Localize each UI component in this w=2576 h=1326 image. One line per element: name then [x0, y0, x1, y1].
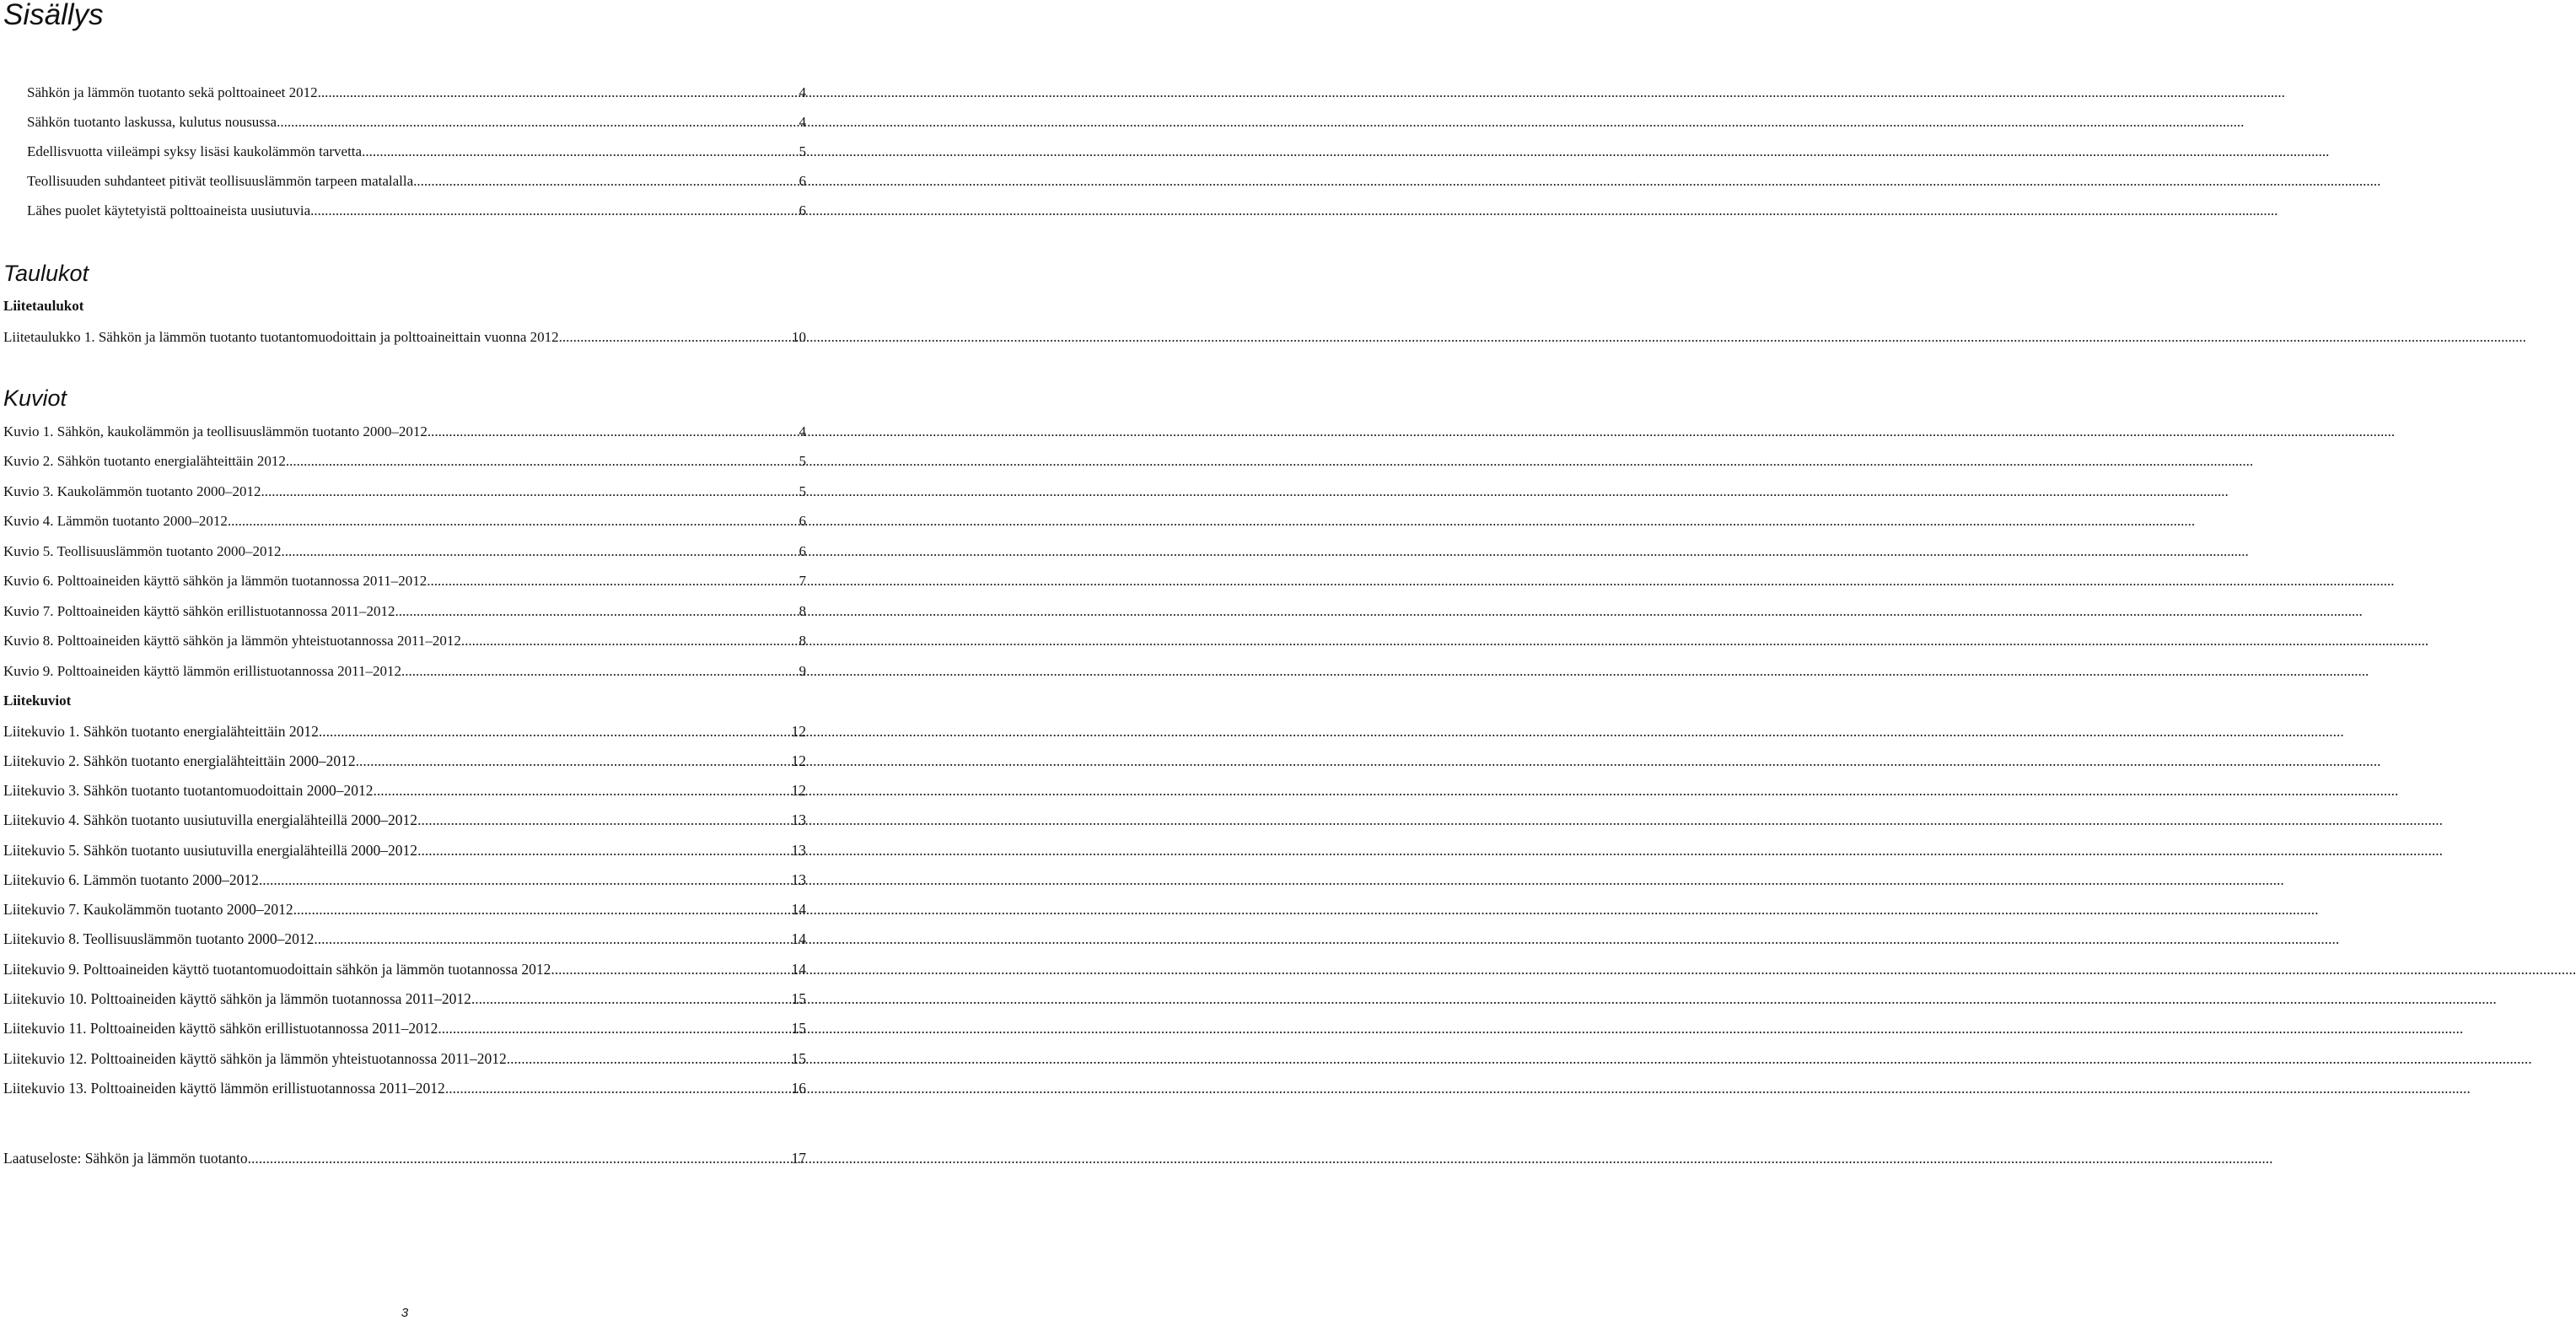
toc-entry-text: Edellisvuotta viileämpi syksy lisäsi kaukolämmön tarvetta	[27, 143, 363, 159]
dot-leader	[428, 423, 799, 441]
toc-entry[interactable]	[27, 202, 806, 220]
toc-entry-text: Liitekuvio 1. Sähkön tuotanto energialähteittäin 2012	[3, 723, 319, 740]
dot-leader	[559, 328, 792, 347]
toc-entry-text: Kuvio 5. Teollisuuslämmön tuotanto 2000–2012	[3, 543, 282, 559]
toc-entry-text: Liitekuvio 13. Polttoaineiden käyttö lämmön erillistuotannossa 2011–2012	[3, 1080, 445, 1097]
toc-entry-text: Kuvio 1. Sähkön, kaukolämmön ja teollisuuslämmön tuotanto 2000–2012	[3, 423, 428, 439]
dot-leader	[395, 602, 799, 621]
toc-entry[interactable]	[3, 452, 806, 471]
toc-entry[interactable]	[3, 1019, 806, 1038]
toc-entry-page: 14	[791, 901, 806, 918]
toc-entry-quality[interactable]	[3, 1149, 806, 1167]
toc-entry-text: Liitekuvio 6. Lämmön tuotanto 2000–2012	[3, 871, 259, 888]
toc-entry-text: Kuvio 4. Lämmön tuotanto 2000–2012	[3, 513, 228, 529]
toc-entry-page: 6	[799, 173, 806, 189]
page-number: 3	[401, 1306, 409, 1320]
figures-heading: Kuviot	[3, 385, 67, 411]
dot-leader	[507, 1049, 792, 1068]
dot-leader	[286, 452, 799, 471]
dot-leader	[314, 930, 791, 948]
toc-entry-text: Liitekuvio 10. Polttoaineiden käyttö sähkön ja lämmön tuotannossa 2011–2012	[3, 990, 471, 1007]
dot-leader	[228, 512, 799, 531]
toc-entry-text: Lähes puolet käytetyistä polttoaineista uusiutuvia	[27, 202, 311, 218]
toc-entry[interactable]	[3, 811, 806, 829]
toc-entry-text: Sähkön ja lämmön tuotanto sekä polttoaineet 2012	[27, 84, 318, 100]
toc-entry[interactable]	[3, 328, 806, 347]
toc-entry[interactable]	[3, 930, 806, 948]
toc-entry-page: 6	[799, 513, 806, 529]
toc-entry[interactable]	[3, 989, 806, 1008]
toc-entry[interactable]	[3, 423, 806, 441]
dot-leader	[417, 811, 791, 829]
toc-entry-page: 7	[799, 573, 806, 589]
dot-leader	[417, 841, 791, 860]
toc-entry-text: Liitekuvio 11. Polttoaineiden käyttö sähkön erillistuotannossa 2011–2012	[3, 1020, 438, 1037]
toc-entry[interactable]	[3, 871, 806, 889]
dot-leader	[356, 752, 792, 770]
toc-entry-page: 8	[799, 603, 806, 619]
toc-entry-page: 5	[799, 483, 806, 499]
dot-leader	[248, 1149, 792, 1167]
toc-entry[interactable]	[3, 1049, 806, 1068]
dot-leader	[293, 900, 792, 919]
toc-entry-page: 12	[791, 752, 806, 769]
toc-entry-page: 15	[791, 1050, 806, 1067]
page-title: Sisällys	[3, 0, 104, 31]
dot-leader	[259, 871, 792, 889]
toc-entry[interactable]	[3, 572, 806, 590]
appendix-figures-heading: Liitekuviot	[3, 693, 72, 709]
toc-entry-page: 9	[799, 663, 806, 679]
dot-leader	[401, 662, 799, 681]
toc-entry[interactable]	[27, 172, 806, 191]
toc-entry[interactable]	[3, 752, 806, 770]
toc-entry-text: Sähkön tuotanto laskussa, kulutus nousussa	[27, 114, 277, 130]
toc-entry-page: 12	[791, 782, 806, 799]
dot-leader	[461, 632, 799, 650]
dot-leader	[277, 113, 799, 132]
dot-leader	[471, 989, 792, 1008]
tables-heading: Taulukot	[3, 261, 89, 286]
appendix-tables-heading: Liitetaulukot	[3, 298, 84, 314]
toc-entry[interactable]	[3, 512, 806, 531]
toc-entry-text: Liitekuvio 12. Polttoaineiden käyttö sähkön ja lämmön yhteistuotannossa 2011–2012	[3, 1050, 507, 1067]
toc-entry[interactable]	[3, 781, 806, 800]
toc-entry-page: 5	[799, 453, 806, 469]
toc-entry-text: Liitekuvio 2. Sähkön tuotanto energialähteittäin 2000–2012	[3, 752, 356, 769]
toc-entry[interactable]	[27, 84, 806, 102]
toc-entry-page: 5	[799, 143, 806, 159]
toc-entry-text: Kuvio 7. Polttoaineiden käyttö sähkön erillistuotannossa 2011–2012	[3, 603, 395, 619]
toc-entry-text: Liitekuvio 4. Sähkön tuotanto uusiutuvilla energialähteillä 2000–2012	[3, 811, 418, 828]
toc-entry[interactable]	[3, 542, 806, 561]
toc-entry[interactable]	[3, 602, 806, 621]
toc-entry[interactable]	[3, 960, 806, 978]
dot-leader	[282, 542, 799, 561]
toc-entry-text: Liitetaulukko 1. Sähkön ja lämmön tuotanto tuotantomuodoittain ja polttoaineittain vuonna 2012	[3, 329, 559, 345]
toc-entry-text: Kuvio 2. Sähkön tuotanto energialähteittäin 2012	[3, 453, 286, 469]
toc-entry-page: 4	[799, 84, 806, 100]
toc-entry-page: 16	[791, 1080, 806, 1097]
dot-leader	[427, 572, 799, 590]
dot-leader	[551, 960, 791, 978]
toc-entry[interactable]	[3, 1079, 806, 1097]
toc-entry-page: 4	[799, 114, 806, 130]
toc-entry[interactable]	[3, 662, 806, 681]
toc-entry[interactable]	[3, 900, 806, 919]
toc-entry-page: 15	[791, 990, 806, 1007]
toc-entry-text: Teollisuuden suhdanteet pitivät teollisuuslämmön tarpeen matalalla	[27, 173, 414, 189]
dot-leader	[261, 482, 799, 501]
toc-entry[interactable]	[3, 632, 806, 650]
toc-entry-text: Kuvio 9. Polttoaineiden käyttö lämmön erillistuotannossa 2011–2012	[3, 663, 402, 679]
toc-entry-page: 13	[791, 871, 806, 888]
toc-entry-text: Kuvio 6. Polttoaineiden käyttö sähkön ja lämmön tuotannossa 2011–2012	[3, 573, 428, 589]
toc-entry-page: 14	[791, 930, 806, 947]
toc-entry-text: Liitekuvio 9. Polttoaineiden käyttö tuotantomuodoittain sähkön ja lämmön tuotannossa 2012	[3, 961, 551, 978]
toc-entry[interactable]	[27, 143, 806, 161]
dot-leader	[373, 781, 791, 800]
toc-entry-text: Liitekuvio 7. Kaukolämmön tuotanto 2000–2012	[3, 901, 293, 918]
toc-entry-page: 6	[799, 543, 806, 559]
dot-leader	[413, 172, 799, 191]
dot-leader	[362, 143, 799, 161]
toc-entry-text: Liitekuvio 3. Sähkön tuotanto tuotantomuodoittain 2000–2012	[3, 782, 374, 799]
toc-entry-text: Kuvio 3. Kaukolämmön tuotanto 2000–2012	[3, 483, 261, 499]
toc-entry-text: Liitekuvio 8. Teollisuuslämmön tuotanto 2000–2012	[3, 930, 315, 947]
dot-leader	[438, 1019, 791, 1038]
toc-entry-page: 17	[791, 1150, 806, 1167]
toc-entry-page: 13	[791, 842, 806, 859]
toc-entry-page: 15	[791, 1020, 806, 1037]
toc-entry[interactable]	[3, 841, 806, 860]
toc-entry-page: 4	[799, 423, 806, 439]
toc-entry-page: 14	[791, 961, 806, 978]
dot-leader	[445, 1079, 792, 1097]
toc-entry[interactable]	[3, 722, 806, 741]
toc-entry[interactable]	[3, 482, 806, 501]
toc-entry-page: 13	[791, 811, 806, 828]
toc-entry-text: Liitekuvio 5. Sähkön tuotanto uusiutuvilla energialähteillä 2000–2012	[3, 842, 418, 859]
toc-entry[interactable]	[27, 113, 806, 132]
toc-entry-page: 10	[792, 329, 806, 345]
toc-entry-text: Kuvio 8. Polttoaineiden käyttö sähkön ja lämmön yhteistuotannossa 2011–2012	[3, 633, 461, 649]
dot-leader	[319, 722, 792, 741]
toc-entry-page: 6	[799, 202, 806, 218]
dot-leader	[310, 202, 799, 220]
toc-entry-text: Laatuseloste: Sähkön ja lämmön tuotanto	[3, 1150, 248, 1167]
dot-leader	[318, 84, 799, 102]
toc-entry-page: 8	[799, 633, 806, 649]
toc-entry-page: 12	[791, 723, 806, 740]
